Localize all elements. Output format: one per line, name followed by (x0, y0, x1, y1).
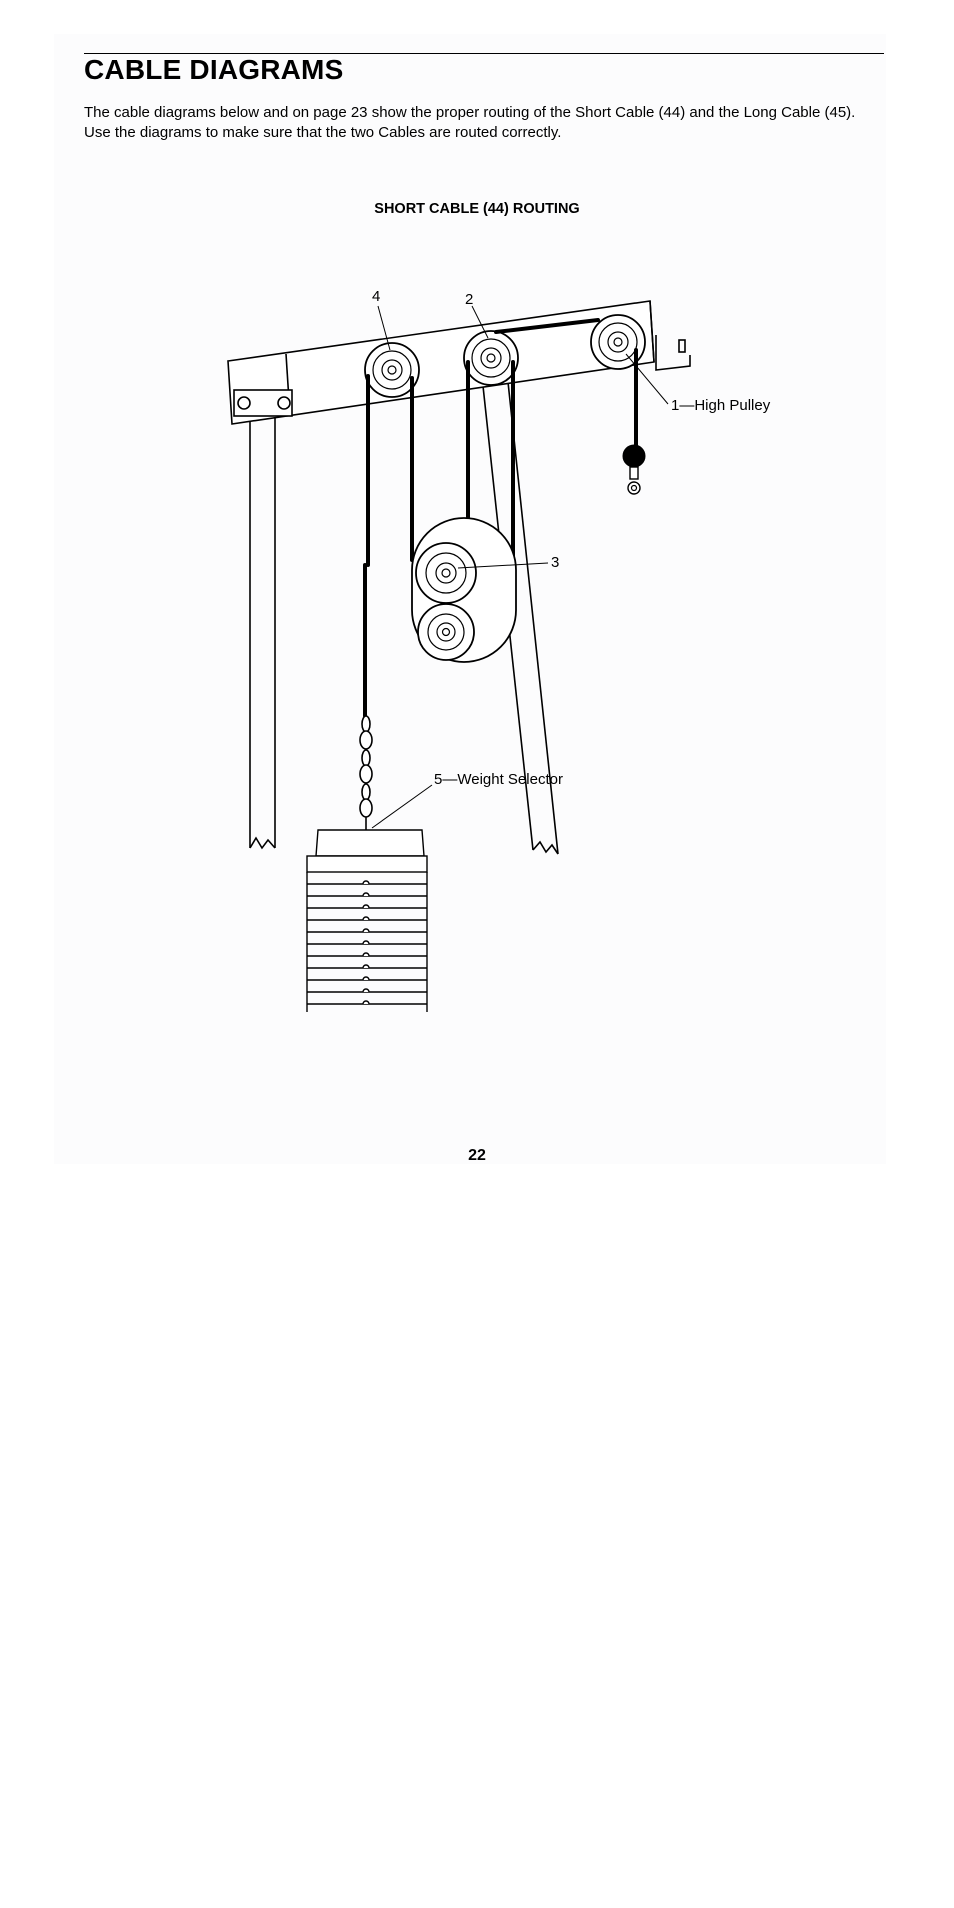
page-title: CABLE DIAGRAMS (84, 54, 344, 85)
callout-4: 4 (372, 288, 381, 305)
callout-2: 2 (465, 291, 474, 308)
pulley-2 (464, 331, 518, 385)
figure-title: SHORT CABLE (44) ROUTING (374, 201, 580, 217)
floating-pulley-block (412, 518, 516, 662)
page-number: 22 (468, 1147, 486, 1164)
chain-links (360, 716, 372, 830)
intro-paragraph: The cable diagrams below and on page 23 show the proper routing of the Short Cable (44) and the Long Cable (45). Use the diagrams to make sure that the two Cables are routed correctly. (84, 104, 856, 141)
callout-1: 1—High Pulley (671, 397, 771, 414)
weight-stack (307, 830, 427, 1012)
callout-5: 5—Weight Selector (434, 771, 563, 788)
left-frame-post (250, 416, 275, 848)
callout-3: 3 (551, 554, 560, 571)
boom-end-hook (656, 335, 690, 370)
cable-ball-stop (623, 445, 645, 494)
